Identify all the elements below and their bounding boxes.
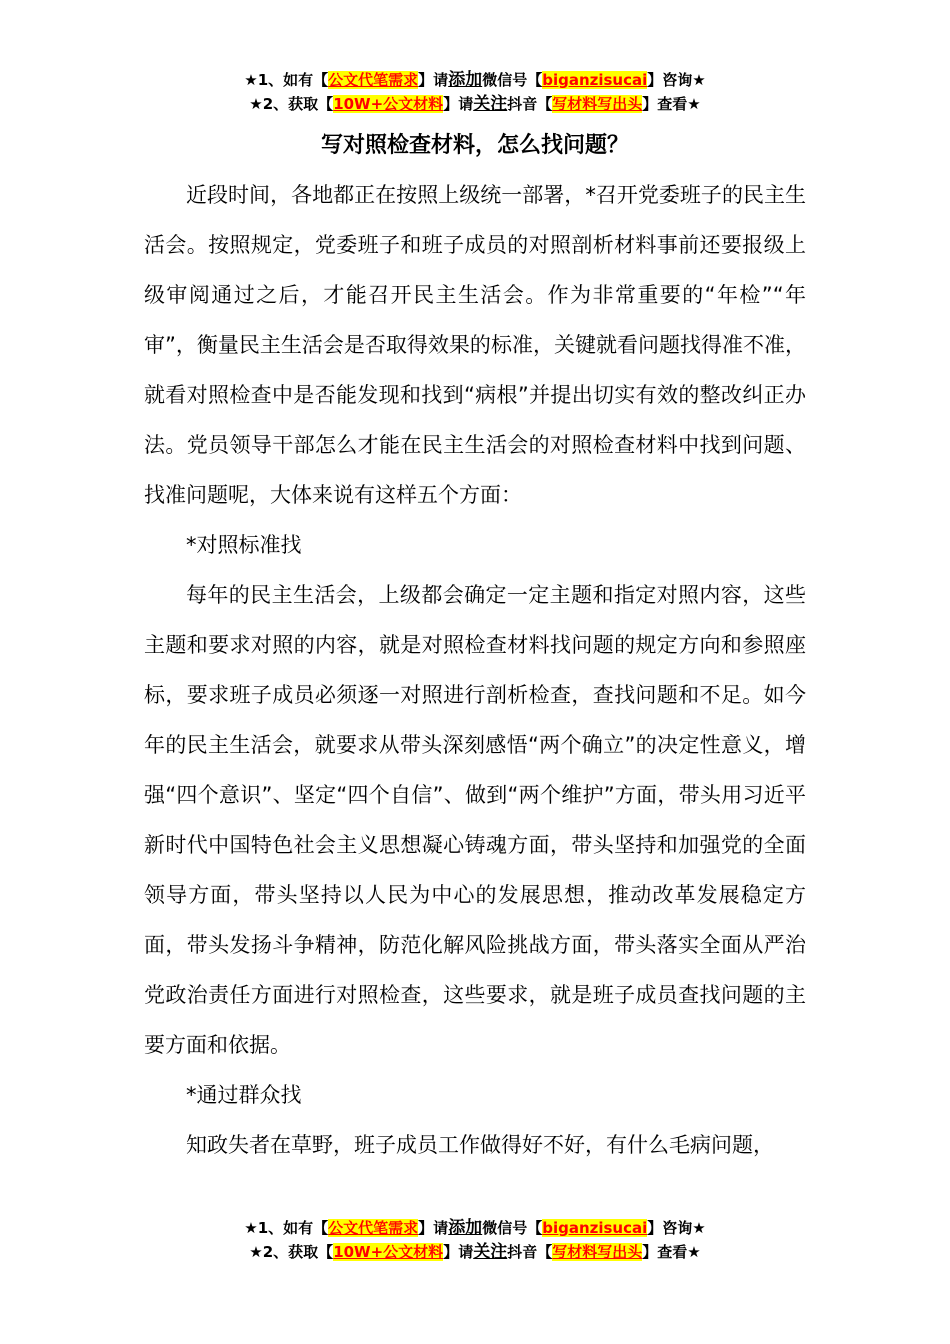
- document-body: [144, 170, 806, 1170]
- header-banner: [0, 68, 950, 116]
- banner-text: ★2、获取【: [249, 1243, 334, 1261]
- banner-text: 】咨询★: [647, 1219, 706, 1237]
- banner-text: 微信号【: [482, 1219, 543, 1237]
- highlight-materials: 10W+公文材料: [333, 1243, 444, 1261]
- highlight-douyin: 写材料写出头: [552, 1243, 643, 1261]
- highlight-wechat-id: biganzisucai: [542, 71, 648, 89]
- section-heading: *通过群众找: [186, 1083, 302, 1107]
- banner-text: 】查看★: [642, 1243, 701, 1261]
- paragraph-standards: 每年的民主生活会，上级都会确定一定主题和指定对照内容，这些主题和要求对照的内容，就是对照检查材料找问题的规定方向和参照座标，要求班子成员必须逐一对照进行剖析检查，查找问题和不足。如今年的民主生活会，就要求从带头深刻感悟“两个确立”的决定性意义，增强“四个意识”、坚定“四个自信”、做到“两个维护”方面，带头用习近平新时代中国特色社会主义思想凝心铸魂方面，带头坚持和加强党的全面领导方面，带头坚持以人民为中心的发展思想，推动改革发展稳定方面，带头发扬斗争精神，防范化解风险挑战方面，带头落实全面从严治党政治责任方面进行对照检查，这些要求，就是班子成员查找问题的主要方面和依据。: [144, 583, 806, 1057]
- banner-line-2: [0, 1240, 950, 1264]
- banner-text: ★2、获取【: [249, 95, 334, 113]
- footer-banner: [0, 1216, 950, 1264]
- banner-text: ★1、如有【: [244, 1219, 329, 1237]
- paragraph-masses: 知政失者在草野，班子成员工作做得好不好，有什么毛病问题，: [186, 1133, 774, 1157]
- banner-text: 】请: [418, 1219, 449, 1237]
- section-heading: *对照标准找: [186, 533, 302, 557]
- banner-text: 】请: [418, 71, 449, 89]
- banner-emphasis: 添加: [448, 70, 483, 90]
- banner-text: 抖音【: [507, 95, 553, 113]
- banner-line-2: [0, 92, 950, 116]
- highlight-materials: 10W+公文材料: [333, 95, 444, 113]
- banner-emphasis: 添加: [448, 1218, 483, 1238]
- highlight-douyin: 写材料写出头: [552, 95, 643, 113]
- paragraph-intro: 近段时间，各地都正在按照上级统一部署，*召开党委班子的民主生活会。按照规定，党委班子和班子成员的对照剖析材料事前还要报级上级审阅通过之后，才能召开民主生活会。作为非常重要的“年检”“年审”，衡量民主生活会是否取得效果的标准，关键就看问题找得准不准，就看对照检查中是否能发现和找到“病根”并提出切实有效的整改纠正办法。党员领导干部怎么才能在民主生活会的对照检查材料中找到问题、找准问题呢，大体来说有这样五个方面：: [144, 183, 806, 507]
- banner-text: 】请: [443, 1243, 474, 1261]
- highlight-ghostwriting: 公文代笔需求: [328, 71, 419, 89]
- banner-emphasis: 关注: [473, 1242, 508, 1262]
- banner-text: 抖音【: [507, 1243, 553, 1261]
- banner-line-1: [0, 1216, 950, 1240]
- banner-text: 】请: [443, 95, 474, 113]
- highlight-wechat-id: biganzisucai: [542, 1219, 648, 1237]
- banner-text: 微信号【: [482, 71, 543, 89]
- banner-text: ★1、如有【: [244, 71, 329, 89]
- banner-text: 】查看★: [642, 95, 701, 113]
- document-title: 写对照检查材料，怎么找问题？: [320, 133, 629, 158]
- banner-emphasis: 关注: [473, 94, 508, 114]
- banner-line-1: [0, 68, 950, 92]
- banner-text: 】咨询★: [647, 71, 706, 89]
- highlight-ghostwriting: 公文代笔需求: [328, 1219, 419, 1237]
